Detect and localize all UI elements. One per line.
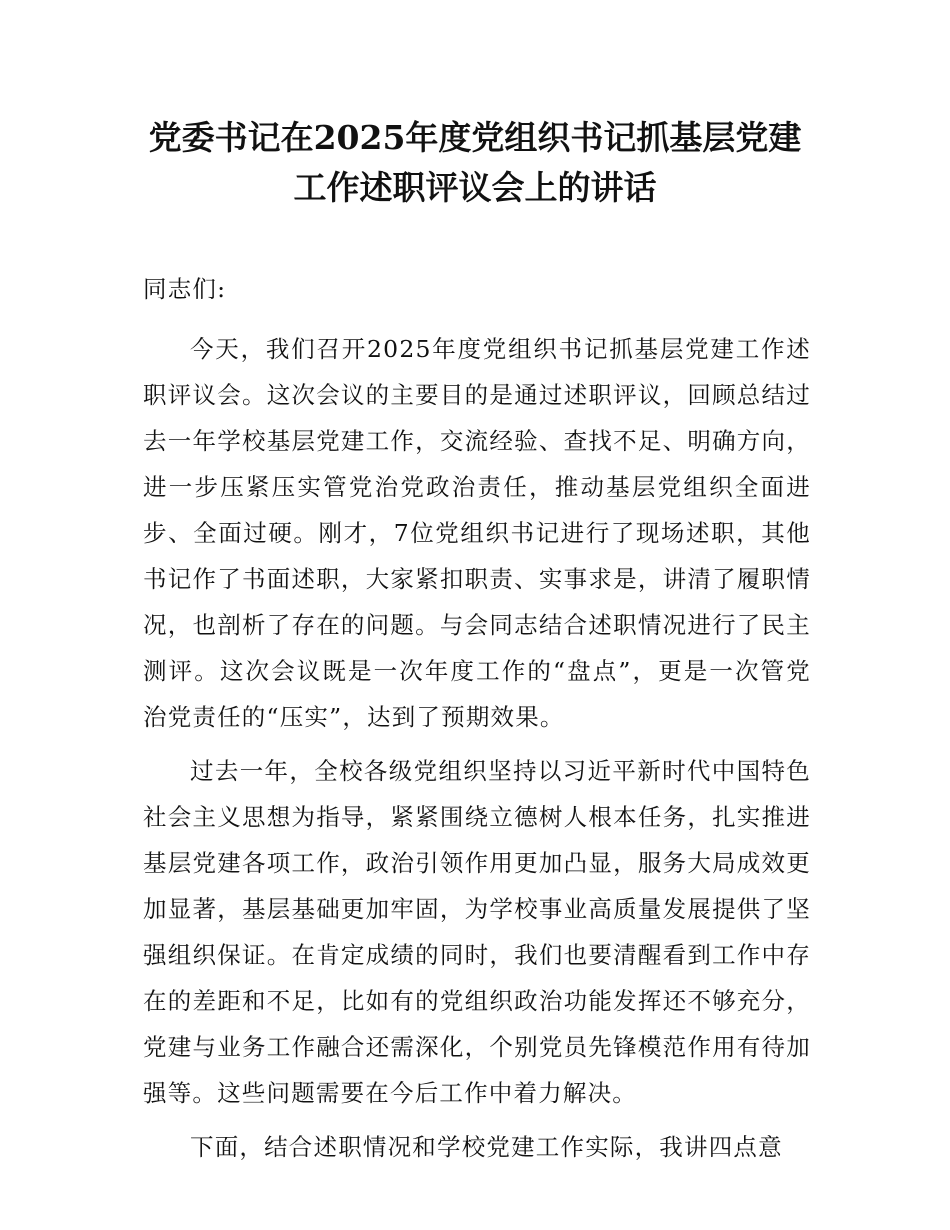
- paragraph-1: 今天，我们召开2025年度党组织书记抓基层党建工作述职评议会。这次会议的主要目的是通过述职评议，回顾总结过去一年学校基层党建工作，交流经验、查找不足、明确方向，进一步压紧压实管党治党政治责任，推动基层党组织全面进步、全面过硬。刚才，7位党组织书记进行了现场述职，其他书记作了书面述职，大家紧扣职责、实事求是，讲清了履职情况，也剖析了存在的问题。与会同志结合述职情况进行了民主测评。这次会议既是一次年度工作的“盘点”，更是一次管党治党责任的“压实”，达到了预期效果。: [143, 335, 811, 731]
- title-line-1: 党委书记在2025年度党组织书记抓基层党建: [148, 118, 802, 157]
- document-title: [120, 113, 830, 213]
- salutation: 同志们:: [143, 275, 227, 303]
- paragraph-3: 下面，结合述职情况和学校党建工作实际，我讲四点意: [190, 1133, 783, 1161]
- title-line-2: 工作述职评议会上的讲话: [293, 168, 657, 207]
- paragraph-2: 过去一年，全校各级党组织坚持以习近平新时代中国特色社会主义思想为指导，紧紧围绕立德树人根本任务，扎实推进基层党建各项工作，政治引领作用更加凸显，服务大局成效更加显著，基层基础更加牢固，为学校事业高质量发展提供了坚强组织保证。在肯定成绩的同时，我们也要清醒看到工作中存在的差距和不足，比如有的党组织政治功能发挥还不够充分，党建与业务工作融合还需深化，个别党员先锋模范作用有待加强等。这些问题需要在今后工作中着力解决。: [143, 757, 811, 1107]
- document-body: [143, 266, 811, 1178]
